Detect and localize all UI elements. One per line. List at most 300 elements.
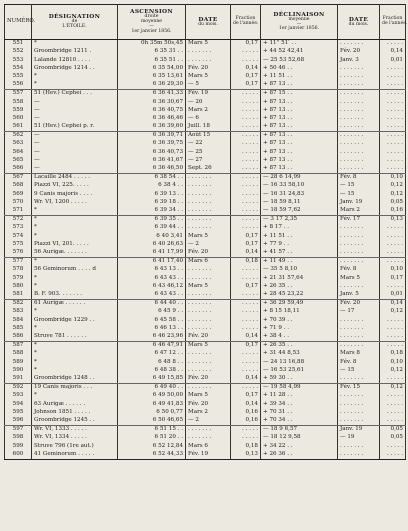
cell-declinaison: + 87 13 . .	[261, 98, 338, 106]
table-row	[5, 274, 406, 282]
cell-numero: 588	[5, 350, 32, 358]
cell-date: Mars 5	[186, 342, 231, 350]
cell-designation: *	[32, 367, 118, 375]
cell-declinaison: + 34 22 . .	[261, 442, 338, 450]
cell-ascension: 6 46 13 . .	[118, 325, 186, 333]
cell-fraction: 0,17	[231, 392, 261, 400]
header-ascension: ASCENSION droite moyenne — 1er janvier 1856.	[118, 5, 186, 40]
cell-numero: 573	[5, 224, 32, 232]
cell-numero: 568	[5, 182, 32, 190]
table-row	[5, 207, 406, 215]
cell-fraction-2: 0,05	[380, 199, 406, 207]
cell-numero: 592	[5, 384, 32, 392]
table-row	[5, 434, 406, 442]
cell-fraction-2: 0,18	[380, 350, 406, 358]
cell-fraction: . . . . .	[231, 216, 261, 224]
cell-declinaison: — 35 5 8,10	[261, 266, 338, 274]
cell-ascension: 6 45 58 . .	[118, 316, 186, 324]
table-row	[5, 81, 406, 89]
cell-date: . . . . . . .	[186, 384, 231, 392]
cell-date: Juill. 18	[186, 123, 231, 131]
cell-fraction-2: . . . . .	[380, 342, 406, 350]
cell-designation: Johnson 1851 . . . . .	[32, 409, 118, 417]
cell-numero: 558	[5, 98, 32, 106]
cell-date-2: . . . . . . .	[338, 392, 380, 400]
cell-date-2: . . . . . . .	[338, 123, 380, 131]
cell-date: Fév. 19	[186, 90, 231, 98]
cell-date-2: . . . . . . .	[338, 241, 380, 249]
cell-declinaison: — 24 13 16,88	[261, 358, 338, 366]
cell-numero: 587	[5, 342, 32, 350]
cell-designation: 41 Geminorum . . . . .	[32, 451, 118, 459]
cell-fraction-2: . . . . .	[380, 409, 406, 417]
cell-fraction: . . . . .	[231, 123, 261, 131]
cell-numero: 594	[5, 400, 32, 408]
cell-numero: 557	[5, 90, 32, 98]
cell-designation: *	[32, 73, 118, 81]
cell-designation: *	[32, 207, 118, 215]
cell-declinaison: + 11 51 . .	[261, 73, 338, 81]
cell-date-2: . . . . . . .	[338, 65, 380, 73]
cell-date: . . . . . . .	[186, 308, 231, 316]
cell-ascension: 6 43 46,12	[118, 283, 186, 291]
cell-designation: Struve 781 . . . . . .	[32, 333, 118, 341]
table-row	[5, 300, 406, 308]
cell-date-2: — 15	[338, 182, 380, 190]
table-row	[5, 342, 406, 350]
cell-numero: 571	[5, 207, 32, 215]
cell-ascension: 6 40 26,63	[118, 241, 186, 249]
cell-fraction-2: . . . . .	[380, 224, 406, 232]
cell-fraction-2: . . . . .	[380, 140, 406, 148]
cell-fraction: 0,17	[231, 283, 261, 291]
cell-numero: 553	[5, 56, 32, 64]
cell-declinaison: + 77 9 . .	[261, 241, 338, 249]
cell-declinaison: + 8 15 18,11	[261, 308, 338, 316]
cell-numero: 581	[5, 291, 32, 299]
cell-fraction-2: 0,01	[380, 56, 406, 64]
cell-designation: *	[32, 283, 118, 291]
cell-fraction-2: . . . . .	[380, 232, 406, 240]
cell-declinaison: + 71 9 . .	[261, 325, 338, 333]
cell-date: . . . . . . .	[186, 425, 231, 433]
cell-date: Mars 5	[186, 283, 231, 291]
cell-numero: 590	[5, 367, 32, 375]
cell-date: Fév. 19	[186, 451, 231, 459]
cell-ascension: 6 46 47,91	[118, 342, 186, 350]
table-row	[5, 65, 406, 73]
table-row	[5, 375, 406, 383]
cell-designation: Wr. VI, 1333 . . . . .	[32, 425, 118, 433]
table-row	[5, 224, 406, 232]
cell-ascension: 6 49 41,83	[118, 400, 186, 408]
cell-ascension: 6 43 13 . .	[118, 266, 186, 274]
cell-numero: 559	[5, 107, 32, 115]
cell-numero: 585	[5, 325, 32, 333]
cell-declinaison: + 50 46 . .	[261, 65, 338, 73]
cell-ascension: 0h 35m 50s,45	[118, 40, 186, 48]
cell-date: . . . . . . .	[186, 224, 231, 232]
cell-ascension: 6 48 38 . .	[118, 367, 186, 375]
cell-numero: 598	[5, 434, 32, 442]
cell-date-2: . . . . . . .	[338, 325, 380, 333]
cell-numero: 575	[5, 241, 32, 249]
cell-designation: Wr. VI, 1200 . . . . .	[32, 199, 118, 207]
cell-ascension: 6 36 30,67	[118, 98, 186, 106]
cell-fraction: . . . . .	[231, 350, 261, 358]
cell-fraction-2: 0,10	[380, 174, 406, 182]
table-row	[5, 174, 406, 182]
cell-ascension: 6 52 44,33	[118, 451, 186, 459]
cell-numero: 596	[5, 417, 32, 425]
cell-date-2: . . . . . . .	[338, 333, 380, 341]
cell-fraction: 0,13	[231, 451, 261, 459]
cell-designation: Struve 796 (1re aut.)	[32, 442, 118, 450]
cell-date-2: Mars 5	[338, 274, 380, 282]
cell-date-2: . . . . . . .	[338, 409, 380, 417]
cell-date-2: . . . . . . .	[338, 249, 380, 257]
cell-fraction-2: . . . . .	[380, 65, 406, 73]
cell-ascension: 6 36 46,46	[118, 115, 186, 123]
cell-ascension: 6 52 12,84	[118, 442, 186, 450]
cell-designation: —	[32, 115, 118, 123]
cell-ascension: 6 43 43 . .	[118, 291, 186, 299]
cell-ascension: 6 48 8 . .	[118, 358, 186, 366]
cell-fraction-2: . . . . .	[380, 417, 406, 425]
table-row	[5, 191, 406, 199]
cell-fraction-2: 0,10	[380, 266, 406, 274]
cell-fraction-2: . . . . .	[380, 90, 406, 98]
cell-fraction-2: . . . . .	[380, 258, 406, 266]
cell-fraction: 0,17	[231, 241, 261, 249]
cell-fraction: . . . . .	[231, 90, 261, 98]
cell-fraction: . . . . .	[231, 115, 261, 123]
cell-date: . . . . . . .	[186, 325, 231, 333]
table-row	[5, 232, 406, 240]
cell-declinaison: + 87 13 . .	[261, 149, 338, 157]
table-row	[5, 266, 406, 274]
cell-designation: *	[32, 81, 118, 89]
cell-fraction: 0,17	[231, 73, 261, 81]
cell-ascension: 6 49 40 . .	[118, 384, 186, 392]
cell-fraction: 0,17	[231, 81, 261, 89]
cell-ascension: 6 36 41,67	[118, 157, 186, 165]
cell-fraction: . . . . .	[231, 149, 261, 157]
table-row	[5, 216, 406, 224]
cell-date-2: . . . . . . .	[338, 224, 380, 232]
cell-ascension: 6 39 18 . .	[118, 199, 186, 207]
cell-date-2: . . . . . . .	[338, 107, 380, 115]
cell-date: Mars 2	[186, 409, 231, 417]
cell-ascension: 6 49 50,00	[118, 392, 186, 400]
cell-declinaison: — 3 17 2,35	[261, 216, 338, 224]
cell-fraction: . . . . .	[231, 325, 261, 333]
cell-declinaison: + 87 13 . .	[261, 81, 338, 89]
cell-numero: 554	[5, 65, 32, 73]
cell-date: Mars 5	[186, 392, 231, 400]
cell-designation: Lalande 12810 . . . .	[32, 56, 118, 64]
cell-fraction: . . . . .	[231, 174, 261, 182]
cell-fraction: 0,14	[231, 375, 261, 383]
cell-date-2: Janv. 19	[338, 425, 380, 433]
table-row	[5, 384, 406, 392]
cell-declinaison: + 26 35 . .	[261, 342, 338, 350]
table-row	[5, 417, 406, 425]
table-row	[5, 308, 406, 316]
cell-designation: 19 Canis majoris . . .	[32, 384, 118, 392]
cell-date-2: Fév. 20	[338, 48, 380, 56]
cell-fraction: . . . . .	[231, 132, 261, 140]
cell-designation: 61 Aurigæ . . . . . .	[32, 300, 118, 308]
cell-ascension: 6 35 13,61	[118, 73, 186, 81]
cell-ascension: 6 36 46,50	[118, 165, 186, 173]
cell-fraction: . . . . .	[231, 367, 261, 375]
cell-declinaison: — 18 59 7,62	[261, 207, 338, 215]
cell-designation: Lacaille 2484 . . . . .	[32, 174, 118, 182]
cell-declinaison: + 87 13 . .	[261, 140, 338, 148]
cell-date: . . . . . . .	[186, 199, 231, 207]
cell-declinaison: + 70 34 . .	[261, 417, 338, 425]
cell-fraction: . . . . .	[231, 358, 261, 366]
cell-designation: *	[32, 350, 118, 358]
table-row	[5, 241, 406, 249]
cell-fraction-2: . . . . .	[380, 98, 406, 106]
cell-fraction-2: 0,12	[380, 367, 406, 375]
cell-fraction: 0,14	[231, 249, 261, 257]
cell-designation: 9 Canis majoris . . . .	[32, 191, 118, 199]
cell-numero: 578	[5, 266, 32, 274]
table-row	[5, 358, 406, 366]
table-row	[5, 149, 406, 157]
cell-date-2: . . . . . . .	[338, 451, 380, 459]
cell-numero: 591	[5, 375, 32, 383]
cell-date: Sept. 26	[186, 165, 231, 173]
cell-ascension: 6 39 35 . .	[118, 216, 186, 224]
cell-fraction-2: . . . . .	[380, 451, 406, 459]
cell-date: . . . . . . .	[186, 207, 231, 215]
cell-fraction: 0,18	[231, 258, 261, 266]
cell-numero: 562	[5, 132, 32, 140]
cell-ascension: 6 41 17,99	[118, 249, 186, 257]
cell-fraction-2: 0,10	[380, 358, 406, 366]
cell-fraction-2: 0,17	[380, 274, 406, 282]
cell-designation: Groombridge 1214 . .	[32, 65, 118, 73]
cell-ascension: 6 36 40,73	[118, 149, 186, 157]
cell-numero: 595	[5, 409, 32, 417]
cell-fraction: 0,17	[231, 342, 261, 350]
cell-date: Fév. 20	[186, 65, 231, 73]
cell-ascension: 6 49 15,85	[118, 375, 186, 383]
cell-designation: —	[32, 149, 118, 157]
cell-declinaison: + 21 31 57,64	[261, 274, 338, 282]
cell-date-2: — 19	[338, 434, 380, 442]
cell-fraction: . . . . .	[231, 266, 261, 274]
table-row	[5, 333, 406, 341]
cell-designation: *	[32, 342, 118, 350]
cell-ascension: 6 35 54,00	[118, 65, 186, 73]
header-date: DATE du mois.	[186, 5, 231, 40]
cell-numero: 565	[5, 157, 32, 165]
cell-declinaison: + 26 35 . .	[261, 283, 338, 291]
cell-declinaison: — 16 31 24,83	[261, 191, 338, 199]
cell-fraction: . . . . .	[231, 425, 261, 433]
cell-date-2: . . . . . . .	[338, 316, 380, 324]
cell-fraction-2: . . . . .	[380, 316, 406, 324]
cell-numero: 599	[5, 442, 32, 450]
cell-date-2: — 17	[338, 308, 380, 316]
cell-date-2: Fév. 17	[338, 216, 380, 224]
cell-designation: Groombridge 1245 . .	[32, 417, 118, 425]
cell-numero: 577	[5, 258, 32, 266]
table-row	[5, 98, 406, 106]
table-row	[5, 283, 406, 291]
cell-fraction: . . . . .	[231, 140, 261, 148]
cell-date-2: . . . . . . .	[338, 442, 380, 450]
table-row	[5, 123, 406, 131]
cell-fraction: . . . . .	[231, 384, 261, 392]
cell-ascension: 6 36 41,33	[118, 90, 186, 98]
cell-declinaison: + 31 44 8,53	[261, 350, 338, 358]
cell-fraction: . . . . .	[231, 316, 261, 324]
cell-date: . . . . . . .	[186, 434, 231, 442]
cell-fraction-2: . . . . .	[380, 157, 406, 165]
cell-date-2: . . . . . . .	[338, 417, 380, 425]
cell-date-2: . . . . . . .	[338, 258, 380, 266]
table-row	[5, 182, 406, 190]
cell-fraction: . . . . .	[231, 224, 261, 232]
cell-date-2: Mars 2	[338, 207, 380, 215]
table-row	[5, 350, 406, 358]
cell-fraction: 0,17	[231, 232, 261, 240]
cell-fraction-2: 0,14	[380, 48, 406, 56]
cell-ascension: 6 35 51 . .	[118, 56, 186, 64]
cell-designation: *	[32, 40, 118, 48]
cell-date: . . . . . . .	[186, 182, 231, 190]
cell-fraction: 0,14	[231, 65, 261, 73]
cell-declinaison: + 70 31 . .	[261, 409, 338, 417]
cell-fraction: . . . . .	[231, 191, 261, 199]
cell-designation: B. F. 903. . . . . . .	[32, 291, 118, 299]
cell-date: — 2	[186, 241, 231, 249]
cell-designation: 56 Geminorum . . . . d	[32, 266, 118, 274]
cell-ascension: 6 36 40,75	[118, 107, 186, 115]
cell-numero: 552	[5, 48, 32, 56]
cell-date-2: . . . . . . .	[338, 115, 380, 123]
cell-ascension: 6 38 54 . .	[118, 174, 186, 182]
header-declinaison: DÉCLINAISON moyenne — 1er janvier 1856.	[261, 5, 338, 40]
cell-date: Mars 2	[186, 107, 231, 115]
cell-fraction-2: . . . . .	[380, 73, 406, 81]
cell-ascension: 6 51 20 . .	[118, 434, 186, 442]
cell-declinaison: + 59 30 . .	[261, 375, 338, 383]
cell-numero: 563	[5, 140, 32, 148]
cell-declinaison: + 11° 51′ . .	[261, 40, 338, 48]
header-fraction: Fraction de l'année.	[231, 5, 261, 40]
cell-numero: 570	[5, 199, 32, 207]
cell-date-2: . . . . . . .	[338, 132, 380, 140]
cell-ascension: 6 43 43 . .	[118, 274, 186, 282]
cell-fraction: . . . . .	[231, 434, 261, 442]
cell-fraction: . . . . .	[231, 207, 261, 215]
cell-ascension: 6 51 15 . .	[118, 425, 186, 433]
table-row	[5, 56, 406, 64]
cell-declinaison: — 16 53 25,61	[261, 367, 338, 375]
cell-date-2: Fév. 20	[338, 300, 380, 308]
cell-date-2: Janv. 3	[338, 56, 380, 64]
cell-numero: 566	[5, 165, 32, 173]
cell-fraction-2: . . . . .	[380, 241, 406, 249]
table-header	[5, 5, 406, 40]
cell-declinaison: + 87 13 . .	[261, 107, 338, 115]
cell-date-2: . . . . . . .	[338, 73, 380, 81]
cell-date-2: . . . . . . .	[338, 157, 380, 165]
cell-numero: 589	[5, 358, 32, 366]
cell-date: . . . . . . .	[186, 291, 231, 299]
cell-designation: Groombridge 1248 . .	[32, 375, 118, 383]
cell-date-2: Janv. 5	[338, 291, 380, 299]
cell-fraction-2: 0,12	[380, 182, 406, 190]
cell-ascension: 6 36 39,71	[118, 132, 186, 140]
cell-fraction-2: . . . . .	[380, 115, 406, 123]
cell-numero: 583	[5, 308, 32, 316]
cell-designation: 63 Aurigæ . . . . . .	[32, 400, 118, 408]
table-row	[5, 291, 406, 299]
header-numero: NUMÉRO.	[5, 5, 32, 40]
table-row	[5, 367, 406, 375]
table-row	[5, 40, 406, 48]
table-row	[5, 140, 406, 148]
cell-ascension: 6 47 12 . .	[118, 350, 186, 358]
cell-fraction-2: . . . . .	[380, 400, 406, 408]
cell-fraction-2: 0,05	[380, 425, 406, 433]
cell-date: Août 15	[186, 132, 231, 140]
cell-numero: 569	[5, 191, 32, 199]
cell-date: . . . . . . .	[186, 174, 231, 182]
cell-designation: Wr. VI, 1334 . . . . .	[32, 434, 118, 442]
cell-numero: 564	[5, 149, 32, 157]
cell-designation: —	[32, 157, 118, 165]
cell-ascension: 6 36 29,30	[118, 81, 186, 89]
cell-date-2: . . . . . . .	[338, 140, 380, 148]
cell-date: — 27	[186, 157, 231, 165]
cell-date: — 2	[186, 417, 231, 425]
cell-date: Fév. 20	[186, 375, 231, 383]
cell-designation: *	[32, 274, 118, 282]
cell-numero: 580	[5, 283, 32, 291]
cell-declinaison: + 11 28 . .	[261, 392, 338, 400]
cell-declinaison: + 39 34 . .	[261, 400, 338, 408]
cell-fraction-2: . . . . .	[380, 375, 406, 383]
cell-declinaison: + 44 52 42,41	[261, 48, 338, 56]
cell-declinaison: + 11 49 . .	[261, 258, 338, 266]
table-row	[5, 392, 406, 400]
cell-numero: 600	[5, 451, 32, 459]
cell-date: Mars 6	[186, 442, 231, 450]
cell-declinaison: + 70 39 . .	[261, 316, 338, 324]
cell-declinaison: — 19 58 4,99	[261, 384, 338, 392]
cell-fraction: . . . . .	[231, 291, 261, 299]
cell-declinaison: — 18 12 9,58	[261, 434, 338, 442]
cell-numero: 597	[5, 425, 32, 433]
cell-declinaison: — 18 59 8,11	[261, 199, 338, 207]
cell-ascension: 6 50 0,77	[118, 409, 186, 417]
cell-declinaison: + 26 36 . .	[261, 451, 338, 459]
cell-ascension: 6 50 46,65	[118, 417, 186, 425]
cell-fraction: . . . . .	[231, 182, 261, 190]
cell-fraction-2: . . . . .	[380, 123, 406, 131]
cell-fraction-2: 0,05	[380, 434, 406, 442]
cell-fraction-2: . . . . .	[380, 149, 406, 157]
